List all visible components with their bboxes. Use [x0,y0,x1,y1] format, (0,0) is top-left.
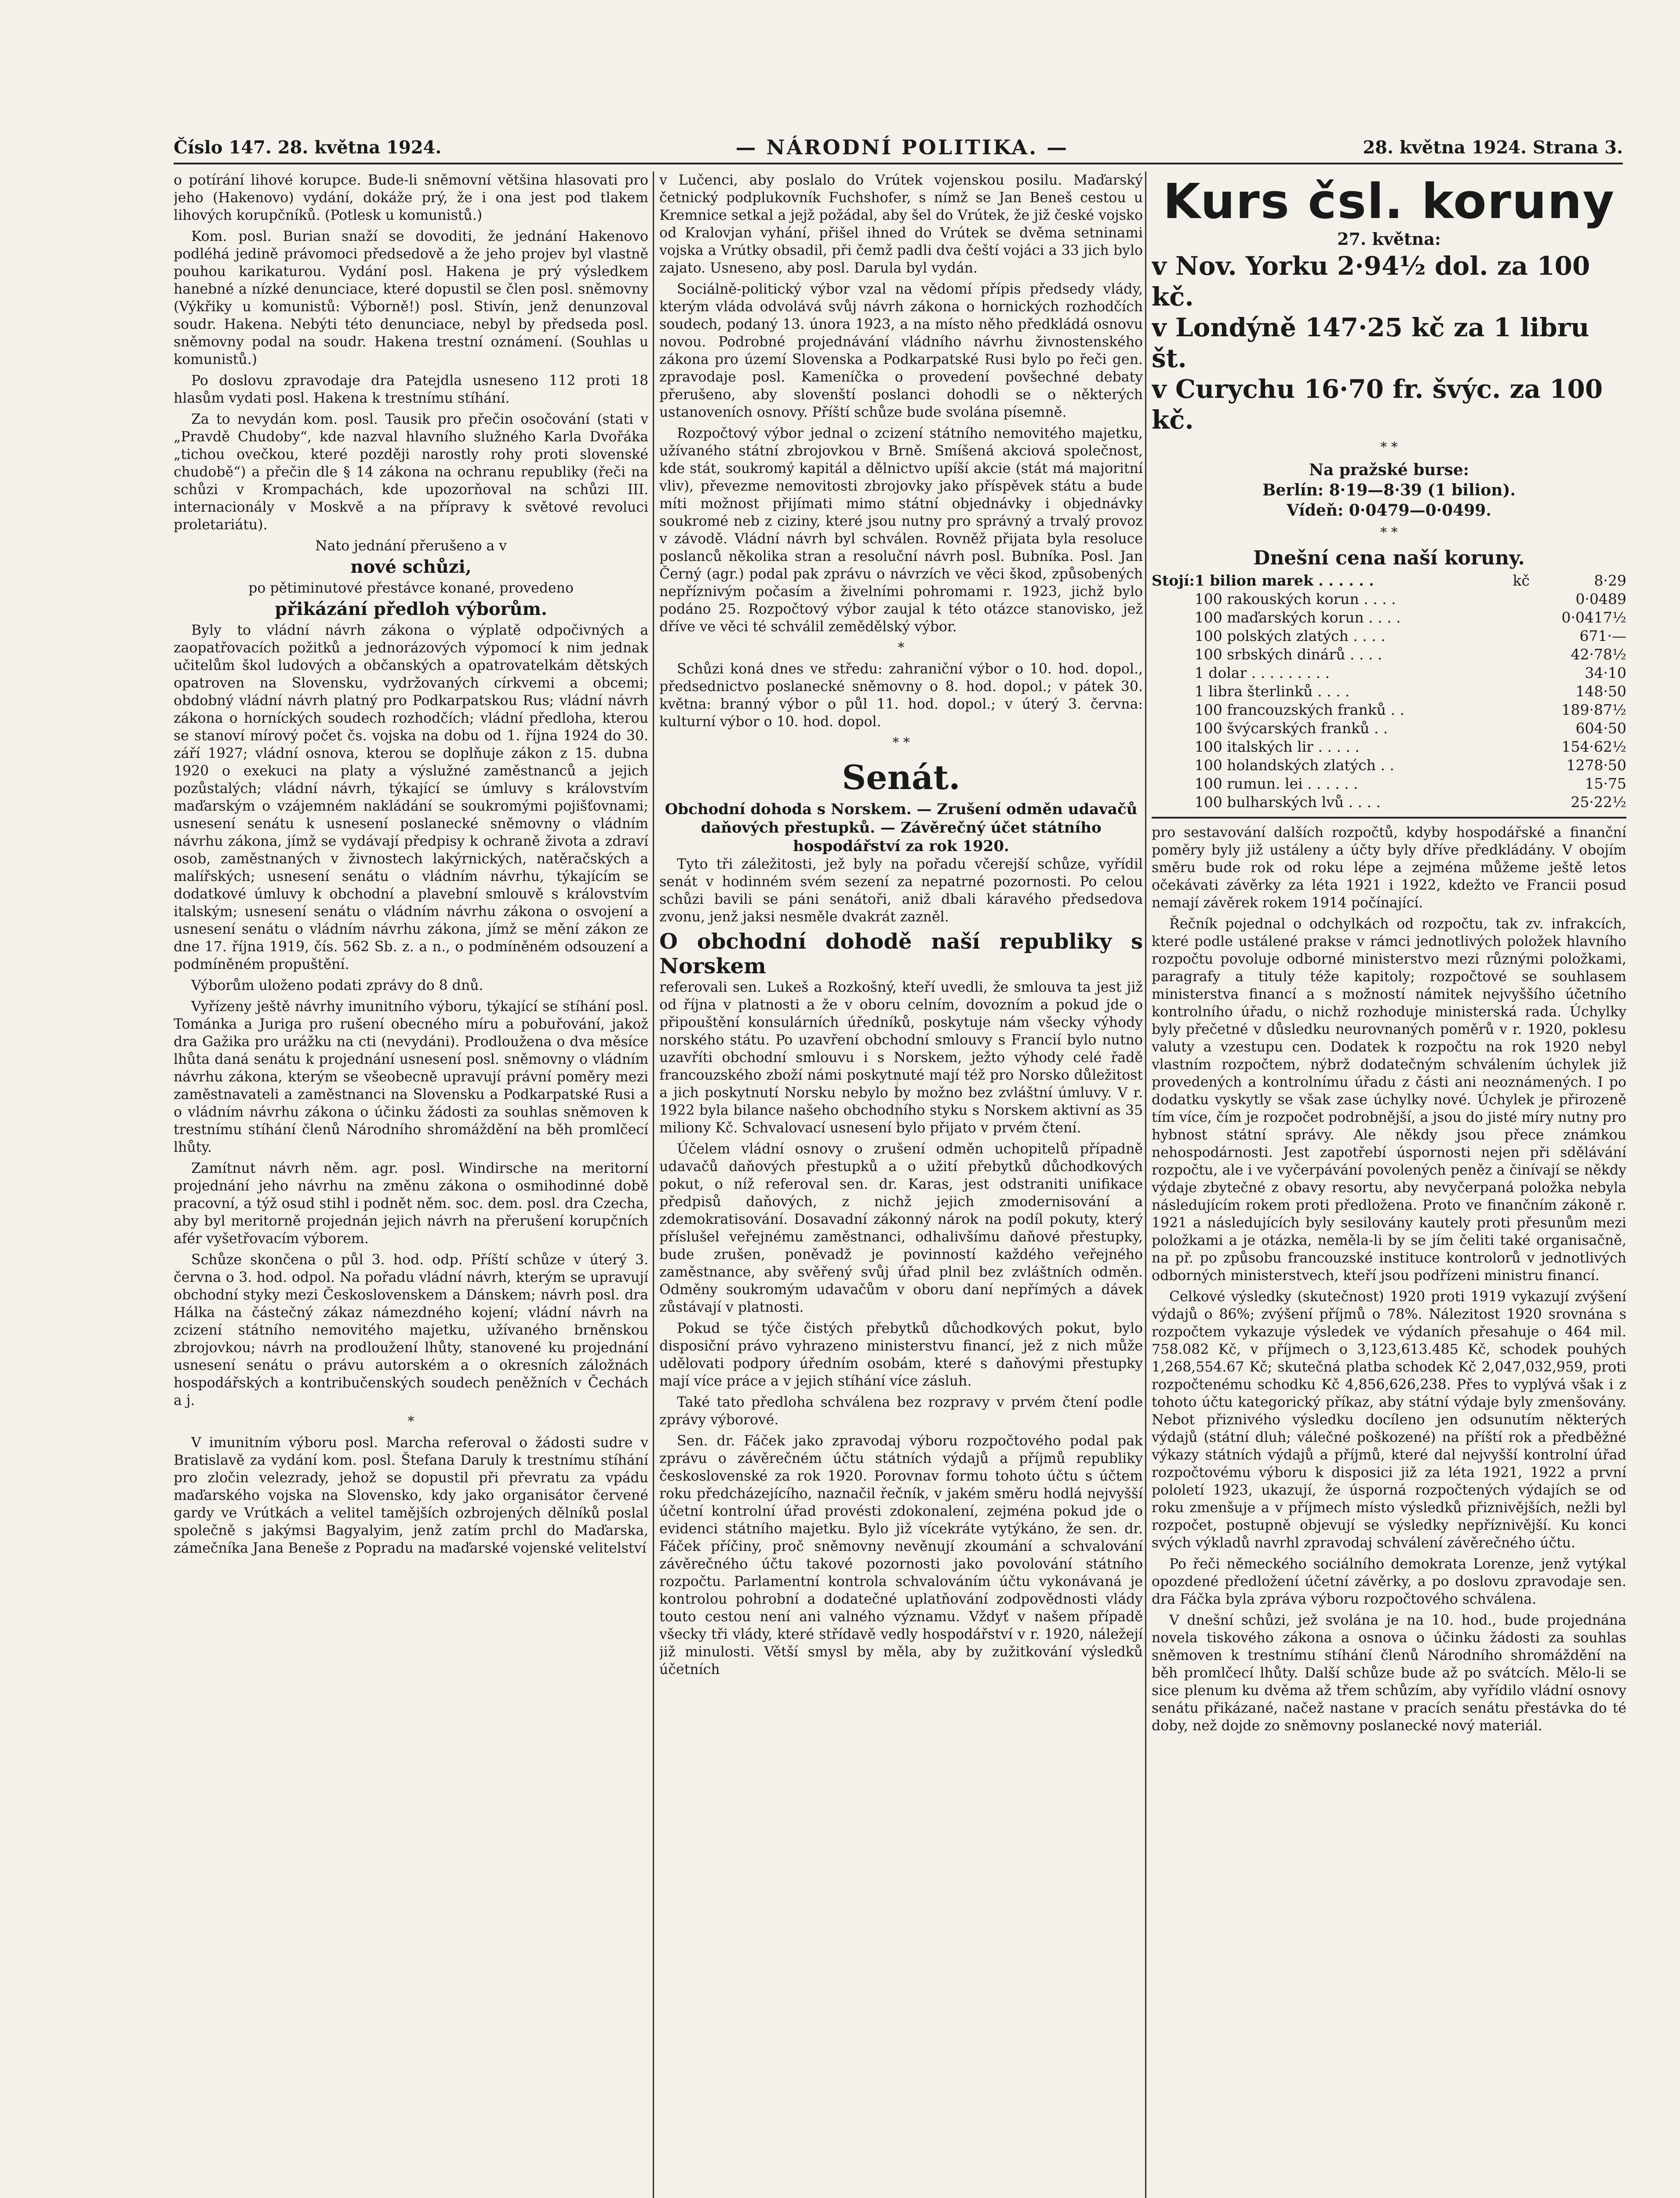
currency-row [1152,682,1626,701]
exchange-rate-title: Kurs čsl. koruny [1163,173,1615,229]
currency-value: 148·50 [1575,683,1626,700]
article-paragraph: Schůze skončena o půl 3. hod. odp. Příští schůze v úterý 3. června o 3. hod. odpol. Na pořadu vládní návrh, kterým se upravují obchodní styky mezi Československem a Dánskem; návrh posl. dra Hálka na částečný zákaz námezdného kojení; vládní návrh na zcizení státního nemovitého majetku, užívaného brněnskou zbrojovkou; návrh na prodloužení lhůty, stanovené ku projednání usnesení senátu o právu autorském a o okresních záložnách hospodářských a kontribučenských soudech peněžních v Čechách a j. [174,1252,648,1408]
currency-label: 100 holandských zlatých . . [1194,757,1394,774]
article-paragraph: Také tato předloha schválena bez rozpravy v prvém čtení podle zprávy výborové. [659,1394,1143,1428]
article-paragraph: o potírání lihové korupce. Bude-li sněmovní většina hlasovati pro jeho (Hakenovo) vydání, dokáže prý, že i ona jest pod tlakem lihových korupčníků. (Potlesk u komunistů.) [174,172,648,223]
separator-star: * [407,1414,415,1429]
row-prefix [1152,719,1195,738]
article-paragraph: V imunitním výboru posl. Marcha referoval o žádosti sudre v Bratislavě za vydání kom. posl. Štefana Daruly k trestnímu stíhání pro zločin velezrady, jehož se dopustil při převratu za vpádu maďarského vojska na Slovensko, kdy jako organisátor červené gardy ve Vrútkách a velitel tamějších ozbrojených dělníků poslal společně s jakýmsi Bagyalyim, jenž zatím prchl do Maďarska, zámečníka Jana Beneše z Popradu na maďarské vojenské velitelství [174,1435,648,1556]
burse-line: Berlín: 8·19—8·39 (1 bilion). [1262,481,1516,499]
currency-unit [1503,701,1530,719]
exchange-rate-date: 27. května: [1337,229,1441,249]
article-heading: O obchodní dohodě naší republiky s Norskem [659,929,1143,979]
currency-row [1152,756,1626,775]
row-prefix [1152,627,1195,645]
currency-table-title: Dnešní cena naší koruny. [1253,547,1525,569]
column-divider [1145,171,1146,2198]
exchange-rate-line: v Nov. Yorku 2·94½ dol. za 100 kč. [1152,251,1590,312]
currency-value: 1278·50 [1566,757,1626,774]
currency-unit [1503,738,1530,756]
section-subheading: nové schůzi, [350,557,472,577]
article-paragraph: Celkové výsledky (skutečnost) 1920 proti 1919 vykazují zvýšení výdajů o 86%; zvýšení příjmů o 78%. Nálezitost 1920 srovnána s rozpočtem vykazuje výsledek ve výdaních přesahuje o 464 mil. 758.082 Kč, v příjmech o 3,123,613.485 Kč, schodek pouhých 1,268,554.67 Kč; skutečná platba schodek Kč 2,047,032,959, proti rozpočtenému schodku Kč 4,856,626,238. Přes to vyplývá však i z tohoto účtu kategorický příkaz, aby státní výdaje byly zmenšovány. Nebot přiznivého výsledku docíleno jen odsunutím některých výdajů (státní dluh; válečné poškozené) na příští rok a předběžné výkazy státních výdajů a příjmů, které dal nejvyšší kontrolní úřad rozpočtovému výboru k disposici již za léta 1921, 1922 a první pololetí 1923, ukazují, že úsporná rozpočtených výdajích se od roku zmenšuje a v příjmech místo výsledků přiznivějších, nežli byl rozpočet, postupně objevují se výsledky nepříznivější. Ku konci svých výkladů navrhl zpravodaj schválení závěrečného účtu. [1152,1289,1626,1551]
article-paragraph: referovali sen. Lukeš a Rozkošný, kteří uvedli, že smlouva ta jest již od října v platnosti a že v oboru celním, dovozním a pokud jde o připouštění konsulárních úředníků, poskytuje nám všecky výhody norského státu. Po uzavření obchodní smlouvy s Francií bylo nutno uzavříti obchodní smlouvu i s Norskem, ježto výhody celé řadě francouzského zboží námi poskytnuté mají též pro Norsko důležitost a jich poskytnutí Norsku nebylo by možno bez zvláštní úmluvy. V r. 1922 byla bilance našeho obchodního styku s Norskem aktivní as 35 miliony Kč. Schvalovací usnesení bylo přijato v prvém čtení. [659,979,1143,1136]
currency-row [1152,719,1626,738]
article-paragraph: Kom. posl. Burian snaží se dovoditi, že jednání Hakenovo podléhá jedině právomoci předsedově a že jeho projev byl vlastně pouhou karikaturou. Vydání posl. Hakena je prý výsledkem hanebné a nízké denunciace, které dopustil se člen posl. sněmovny (Výkřiky u komunistů: Výborně!) posl. Stivín, jenž denunzoval soudr. Hakena. Nebýti této denunciace, nebyl by předseda posl. sněmovny podal na soudr. Hakena trestní oznámení. (Souhlas u komunistů.) [174,229,648,368]
currency-label: 1 bilion marek . . . . . . [1194,572,1374,589]
currency-label: 100 maďarských korun . . . . [1194,609,1401,626]
currency-label: 100 rakouských korun . . . . [1194,590,1396,608]
currency-value: 8·29 [1594,572,1626,589]
currency-value: 34·10 [1585,664,1626,681]
currency-label: 100 srbských dinárů . . . . [1194,646,1382,663]
section-subheading: přikázání předloh výborům. [275,599,547,619]
column-right [1152,171,1626,2198]
currency-table [1152,571,1626,812]
currency-unit [1503,627,1530,645]
page-number: 28. května 1924. Strana 3. [1363,137,1623,158]
burse-line: Vídeň: 0·0479—0·0499. [1287,501,1491,520]
row-prefix [1152,645,1195,664]
divider [1152,817,1626,819]
article-paragraph: Sociálně-politický výbor vzal na vědomí přípis předsedy vlády, kterým vláda odvolává svůj návrh zákona o hornických rozhodčích soudech, podaný 13. února 1923, a na místo něho předkládá osnovu novou. Podrobné projednávání vládního návrhu živnostenského zákona pro území Slovenska a Podkarpatské Rusi bylo po řeči gen. zpravodaje posl. Kameníčka o provedení povšechné debaty přerušeno, aby slovenští poslanci dohodli se o některých ustanoveních osnovy. Příští schůze bude svolána písemně. [659,281,1143,420]
column-middle [659,171,1143,2198]
currency-label: 1 dolar . . . . . . . . . [1194,664,1330,681]
article-paragraph: Pokud se týče čistých přebytků důchodkových pokut, bylo disposiční právo vyhrazeno ministerstvu financí, jež z nich může udělovati podpory úředním osobám, které s daňovými přestupky mají více práce a v jejich stíhání více zásluh. [659,1321,1143,1389]
currency-unit [1503,756,1530,775]
masthead-title: — NÁRODNÍ POLITIKA. — [735,135,1069,159]
currency-value: 15·75 [1585,775,1626,792]
currency-unit [1503,793,1530,812]
currency-label: 1 libra šterlinků . . . . [1194,683,1350,700]
row-prefix [1152,590,1195,608]
currency-unit [1503,682,1530,701]
article-paragraph: Po doslovu zpravodaje dra Patejdla usneseno 112 proti 18 hlasům vydati posl. Hakena k trestnímu stíhání. [174,373,648,406]
exchange-rate-line: v Londýně 147·25 kč za 1 libru št. [1152,313,1589,373]
currency-value: 0·0417½ [1561,609,1626,626]
exchange-rate-line: v Curychu 16·70 fr. švýc. za 100 kč. [1152,374,1603,435]
article-paragraph: Nato jednání přerušeno a v [315,538,507,554]
row-prefix [1152,608,1195,627]
article-paragraph: Po řeči německého sociálního demokrata Lorenze, jenž vytýkal opozdené předložení účetní závěrky, a po doslovu zpravodaje sen. dra Fáčka byla zpráva výboru rozpočtového schválena. [1152,1556,1626,1607]
currency-label: 100 italských lir . . . . . [1194,738,1360,755]
currency-unit [1503,719,1530,738]
article-paragraph: Za to nevydán kom. posl. Tausik pro přečin osočování (stati v „Pravdě Chudoby“, kde nazval hlavního služného Karla Dvořáka „tichou ovečkou, které později narostly rohy proti slovenské chudobě“) a přečin dle § 14 zákona na ochranu republiky (řeči na schůzi v Krompachách, kde upozorňoval na schůzi III. internacionály v Moskvě a na přípravy k světové revoluci proletariátu). [174,411,648,533]
article-paragraph: pro sestavování dalších rozpočtů, kdyby hospodářské a finanční poměry byly již ustáleny a účty byly dříve předkládány. V obojím směru bude rok od roku lépe a zejména můžeme ještě letos očekávati závěrky za léta 1921 i 1922, kdežto ve Francii posud nemají závěrek rokem 1914 počínající. [1152,825,1626,911]
currency-unit [1503,775,1530,793]
currency-value: 154·62½ [1561,738,1626,755]
currency-row [1152,608,1626,627]
currency-label: 100 bulharských lvů . . . . [1194,793,1381,811]
currency-row [1152,627,1626,645]
row-prefix [1152,793,1195,812]
article-paragraph: Sen. dr. Fáček jako zpravodaj výboru rozpočtového podal pak zprávu o závěrečném účtu státních výdajů a příjmů republiky československé za rok 1920. Porovnav formu tohoto účtu s účtem roku předcházejícího, naznačil řečník, v jakém směru hodlá nejvyšší účetní kontrolní úřad provésti zdokonalení, zejména pokud jde o evidenci státního majetku. Bylo již vícekráte vytýkáno, že sen. dr. Fáček příčiny, proč sněmovny nevěnují zkoumání a schvalování závěrečného účtu takové pozornosti jako povolování státního rozpočtu. Parlamentní kontrola schvalováním účtu vykonávaná je kontrolou pohrobní a dodatečné uplatňování zodpovědnosti vlády touto cestou není ani valného významu. Vždyť v našem případě všecky tři vlády, které střídavě vedly hospodářství v r. 1920, náležejí již minulosti. Větší smysl by měla, aby by zužitkování výsledků účetních [659,1433,1143,1678]
article-paragraph: Vyřízeny ještě návrhy imunitního výboru, týkající se stíhání posl. Tománka a Juriga pro rušení obecného míru a pobuřování, jakož dra Gažika pro urážku na cti (nevydáni). Prodloužena o dva měsíce lhůta daná senátu k projednání usnesení posl. sněmovny o vládním návrhu zákona, kterým se všeobecně upravují právní poměry mezi zaměstnavateli a zaměstnanci na Slovensku a Podkarpatské Rusi a o vládním návrhu zákona o účinku žádosti za souhlas sněmoven k trestnímu stíhání členů Národního shromáždění na běh promlčecí lhůty. [174,999,648,1155]
currency-unit [1503,608,1530,627]
currency-row [1152,590,1626,608]
issue-number: Číslo 147. 28. května 1924. [174,137,442,158]
print-mark [897,1073,911,1125]
separator-stars: * * [1380,525,1398,540]
currency-value: 671·— [1579,627,1626,644]
currency-label: 100 rumun. lei . . . . . . [1194,775,1358,792]
currency-label: 100 francouzských franků . . [1194,701,1405,718]
row-prefix [1152,775,1195,793]
currency-row [1152,738,1626,756]
row-prefix: Stojí: [1152,572,1195,589]
article-paragraph: Rozpočtový výbor jednal o zcizení státního nemovitého majetku, užívaného státní zbrojovkou v Brně. Smíšená akciová společnost, kde stát, soukromý kapitál a dělnictvo upíší akcie (stát má majoritní vliv), převezme nemovitosti zbrojovky jako příspěvek státu a bude míti možnost přijímati mimo státní objednávky i objednávky soukromé neb z ciziny, které jsou nutny pro správný a trvalý provoz v závodě. Vládní návrh byl schválen. Rovněž přijata byla resoluce poslanců několika stran a resoluční návrh posl. Bubníka. Posl. Jan Černý (agr.) podal pak zprávu o návrzích ve věci škod, způsobených nepříznivým počasím a živelními pohromami r. 1923, jichž bylo podáno 25. Rozpočtový výbor zaujal k této otázce stanovisko, jež dříve ve věci té schválil zemědělský výbor. [659,426,1143,635]
article-paragraph: Výborům uloženo podati zprávy do 8 dnů. [191,978,484,993]
article-paragraph: po pětiminutové přestávce konané, provedeno [248,580,574,596]
column-divider [653,171,654,2198]
currency-label: 100 polských zlatých . . . . [1194,627,1385,644]
article-paragraph: Účelem vládní osnovy o zrušení odměn uchopitelů případně udavačů daňových přestupků a o užití přebytků důchodkových pokut, o níž referoval sen. dr. Karas, jest odstraniti unifikace předpisů daňových, z nichž jejich zmodernisování a zdemokratisování. Dosavadní zákonný nárok na podíl pokuty, který příslušel veřejnému zaměstnanci, odhalivšímu daňové přestupky, bude zrušen, poněvadž je povinností každého veřejného zaměstnance, aby svěřený svůj úřad plnil bez zvláštních odměn. Odměny soukromým udavačům v oboru daní nepřímých a dávek zůstávají v platnosti. [659,1141,1143,1315]
currency-value: 604·50 [1575,720,1626,737]
section-title: Senát. [842,758,960,797]
article-paragraph: Byly to vládní návrh zákona o výplatě odpočivných a zaopatřovacích požitků a jednorázových výpomocí k nim jednak učitelům škol ludových a občanských a opatrovatelkám dětských opatroven na Slovensku, vydržovaných církvemi a obcemi; obdobný vládní návrh platný pro Podkarpatskou Rus; vládní návrh zákona o horníckých soudech rozhodčích; vládní předloha, kterou se stanoví mírový počet čs. vojska na dobu od 1. října 1924 do 30. září 1927; vládní osnova, kterou se doplňuje zákon z 15. dubna 1920 o exekuci na platy a výslužné zaměstnanců a jejich pozůstalých; vládní návrh, týkající se úmluvy s královstvím maďarským o vzájemném nakládání se soukromými pojišťovnami; usnesení senátu k usnesení poslanecké sněmovny o vládním návrhu zákona, jímž se vydávají předpisy k ochraně života a zdraví osob, zaměstnaných v živnostech lakýrnických, natěračských a malířských; usnesení senátu o vládním návrhu, týkajícím se dodatkové úmluvy k obchodní a plavební smlouvě s královstvím italským; usnesení senátu o vládním návrhu zákona o osvojení a usnesení senátu o vládním návrhu zákona, jímž se mění zákon ze dne 17. října 1919, čís. 562 Sb. z. a n., o podmíněném odsouzení a podmíněném propuštění. [174,622,648,972]
separator-star: * [898,640,905,655]
currency-value: 0·0489 [1575,590,1626,608]
article-paragraph: Schůzi koná dnes ve středu: zahraniční výbor o 10. hod. dopol., předsednictvo poslanecké sněmovny o 8. hod. dopol.; v pátek 30. května: branný výbor o půl 11. hod. dopol.; v úterý 3. června: kulturní výbor o 10. hod. dopol. [659,661,1143,730]
currency-value: 42·78½ [1571,646,1626,663]
row-prefix [1152,682,1195,701]
currency-unit [1503,645,1530,664]
currency-row [1152,701,1626,719]
article-paragraph: Zamítnut návrh něm. agr. posl. Windirsche na meritorní projednání jeho návrhu na změnu zákona o osmihodinné době pracovní, a týž osud stihl i podnět něm. soc. dem. posl. dra Czecha, aby byl meritorně projednán jejich návrh na přerušení korupčních afér vyšetřovacím výborem. [174,1161,648,1247]
page-header [174,132,1623,164]
row-prefix [1152,664,1195,682]
currency-unit: kč [1513,572,1530,589]
currency-row [1152,571,1626,590]
currency-row [1152,793,1626,812]
article-paragraph: V dnešní schůzi, jež svolána je na 10. hod., bude projednána novela tiskového zákona a osnova o účinku žádosti za souhlas sněmoven k trestnímu stíhání členů Národního shromáždění na běh promlčecí lhůty. Další schůze bude až po svátcích. Mělo-li se sice plenum ku dvěma až třem schůzím, aby vyřídilo vládní osnovy senátu přikázané, načež nastane v pracích senátu přestávka do té doby, než dojde zo sněmovny poslanecké nový materiál. [1152,1612,1626,1734]
currency-unit [1503,590,1530,608]
currency-row [1152,775,1626,793]
currency-label: 100 švýcarských franků . . [1194,720,1388,737]
section-subtitle: Obchodní dohoda s Norskem. — Zrušení odměn udavačů daňových přestupků. — Závěrečný účet státního hospodářství za rok 1920. [665,801,1138,855]
separator-stars: * * [1380,440,1398,455]
burse-title: Na pražské burse: [1309,461,1469,479]
article-paragraph: Tyto tři záležitosti, jež byly na pořadu včerejší schůze, vyřídil senát v hodinném svém sezení za nepatrné pozornosti. Po celou schůzi bavili se páni senátoři, aniž dbali káravého předsedova zvonu, jenž jaksi nesměle dvakrát zazněl. [659,856,1143,925]
currency-row [1152,664,1626,682]
row-prefix [1152,756,1195,775]
currency-value: 189·87½ [1561,701,1626,718]
currency-unit [1503,664,1530,682]
article-paragraph: v Lučenci, aby poslalo do Vrútek vojenskou posilu. Maďarský četnický podplukovník Fuchshofer, s nímž se Jan Beneš cestou u Kremnice setkal a jejž požádal, aby šel do Vrútek, že již české vojsko od Kralovjan vyhání, přišel ihned do Vrútek se dvěma setninami vojska a Vrútky obsadil, při čemž padli dva čeští vojáci a 33 jich bylo zajato. Usneseno, aby posl. Darula byl vydán. [659,172,1143,276]
row-prefix [1152,701,1195,719]
currency-value: 25·22½ [1571,793,1626,811]
currency-row [1152,645,1626,664]
column-left [174,171,648,2198]
article-paragraph: Řečník pojednal o odchylkách od rozpočtu, tak zv. infrakcích, které podle ustálené prakse v rámci jednotlivých položek hlavního rozpočtu povoluje odborné ministerstvo mezi různými položkami, paragrafy a tituly téže kapitoly; rozpočtové se souhlasem ministerstva financí a s možností námitek nejvyššího účetního kontrolního úřadu, o nichž rozhoduje ministerská rada. Úchylky byly přečetné v důsledku neurovnaných poměrů v r. 1920, poklesu valuty a vzestupu cen. Dodatek k rozpočtu na rok 1920 nebyl vlastním rozpočtem, nýbrž dodatečným schválením úchylek již provedených a kontrolnímu úřadu z části ani neoznámených. I po dodatku vyskytly se však zase úchylky nové. Úchylek je přirozeně tím více, čím je rozpočet podrobnější, a jsou do jisté míry nutny pro hybnost státní správy. Ale někdy jsou přece známkou nehospodárnosti. Jest zapotřebí úspornosti nejen při sdělávání rozpočtu, ale i ve vyčerpávání povolených peněz a činívají se někdy výdaje zbytečné z obavy resortu, aby nevyčerpaná položka nebyla následujícím rokem proti předložena. Proto ve finančním zákoně r. 1921 a následujících byly sesilovány kautely proti přesunům mezi položkami a je otázka, neměla-li by se jím čeliti také organisačně, na př. po způsobu francouzské instituce kontrolorů v jednotlivých odborných ministerstvech, kteří jsou podřízeni ministru financí. [1152,916,1626,1284]
row-prefix [1152,738,1195,756]
separator-stars: * * [892,735,910,750]
